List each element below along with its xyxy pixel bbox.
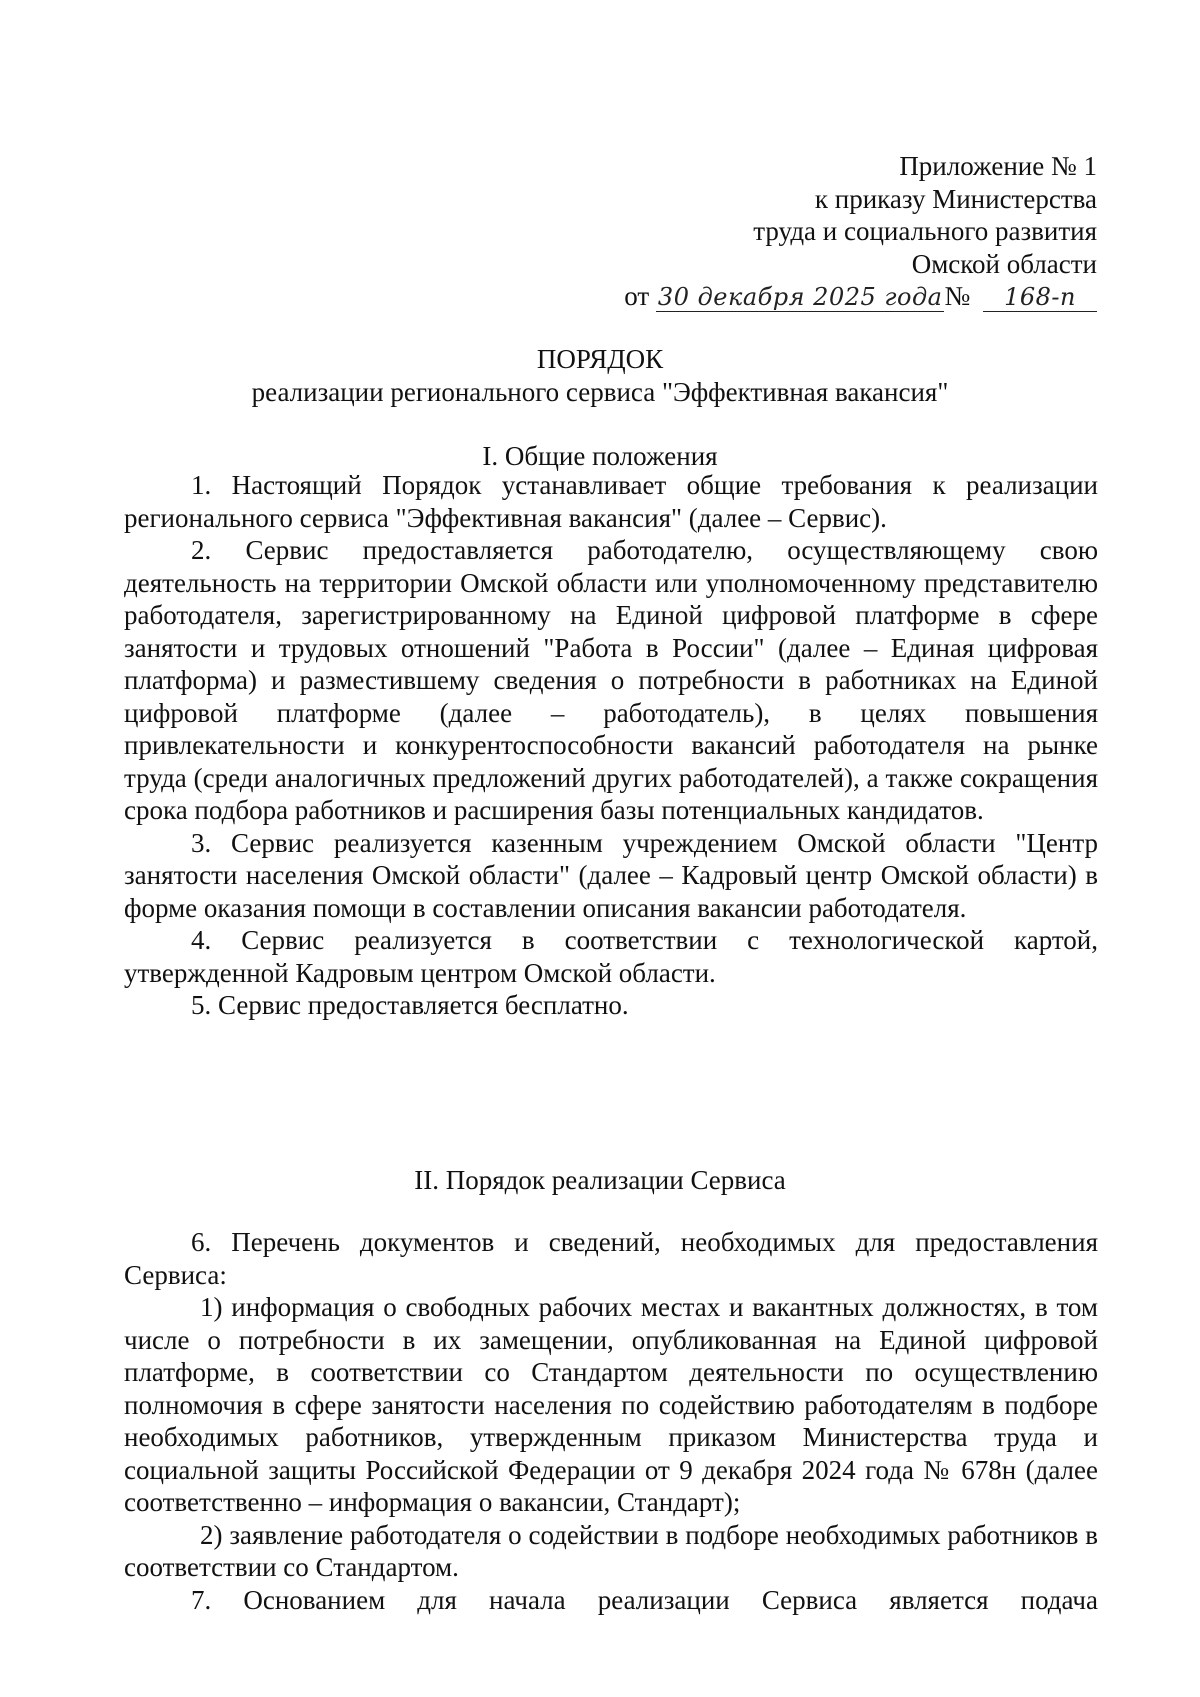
appendix-date-line — [497, 280, 1097, 313]
section-2-title: II. Порядок реализации Сервиса — [414, 1165, 786, 1195]
paragraph-5: 5. Сервис предоставляется бесплатно. — [191, 990, 629, 1020]
appendix-line-3: труда и социального развития — [753, 216, 1097, 246]
handwritten-number: 168-п — [983, 283, 1097, 312]
paragraph-4: 4. Сервис реализуется в соответствии с технологической картой, утвержденной Кадровым центром Омской области. — [124, 925, 1098, 988]
section-2-body — [124, 1226, 1098, 1616]
appendix-block — [497, 150, 1097, 313]
number-prefix: № — [944, 281, 971, 311]
appendix-line-2: к приказу Министерства — [814, 183, 1097, 214]
date-prefix: от — [624, 281, 650, 311]
paragraph-7: 7. Основанием для начала реализации Сервиса является подача — [191, 1584, 1098, 1615]
appendix-line-1: Приложение № 1 — [899, 151, 1097, 181]
paragraph-6-item-1: 1) информация о свободных рабочих местах и вакантных должностях, в том числе о потребности в их замещении, опубликованная на Единой цифровой платформе, в соответствии со Стандартом деятельности по осуществлению полномочия в сфере занятости населения по содействию работодателям в подборе необходимых работников, утвержденным приказом Министерства труда и социальной защиты Российской Федерации от 9 декабря 2024 года № 678н (далее соответственно – информация о вакансии, Стандарт); — [124, 1292, 1098, 1517]
section-1-title: I. Общие положения — [482, 441, 718, 471]
paragraph-6-item-2: 2) заявление работодателя о содействии в подборе необходимых работников в соответствии со Стандартом. — [124, 1519, 1098, 1582]
title-heading: ПОРЯДОК — [536, 344, 664, 374]
paragraph-2: 2. Сервис предоставляется работодателю, осуществляющему свою деятельность на территории Омской области или уполномоченному представителю работодателя, зарегистрированному на Единой цифровой платформе в сфере занятости и трудовых отношений "Работа в России" (далее – Единая цифровая платформа) и разместившему сведения о потребности в работниках на Единой цифровой платформе (далее – работодатель), в целях повышения привлекательности и конкурентоспособности вакансий работодателя на рынке труда (среди аналогичных предложений других работодателей), а также сокращения срока подбора работников и расширения базы потенциальных кандидатов. — [124, 535, 1098, 825]
paragraph-3: 3. Сервис реализуется казенным учреждением Омской области "Центр занятости населения Омской области" (далее – Кадровый центр Омской области) в форме оказания помощи в составлении описания вакансии работодателя. — [124, 827, 1098, 923]
document-title — [0, 343, 1200, 409]
appendix-line-4: Омской области — [911, 248, 1097, 279]
handwritten-date: 30 декабря 2025 года — [657, 283, 943, 311]
title-subheading: реализации регионального сервиса "Эффективная вакансия" — [251, 377, 949, 407]
section-1-body — [124, 469, 1098, 1022]
paragraph-1: 1. Настоящий Порядок устанавливает общие требования к реализации регионального сервиса "Эффективная вакансия" (далее – Сервис). — [124, 470, 1098, 533]
paragraph-6: 6. Перечень документов и сведений, необходимых для предоставления Сервиса: — [124, 1227, 1098, 1290]
